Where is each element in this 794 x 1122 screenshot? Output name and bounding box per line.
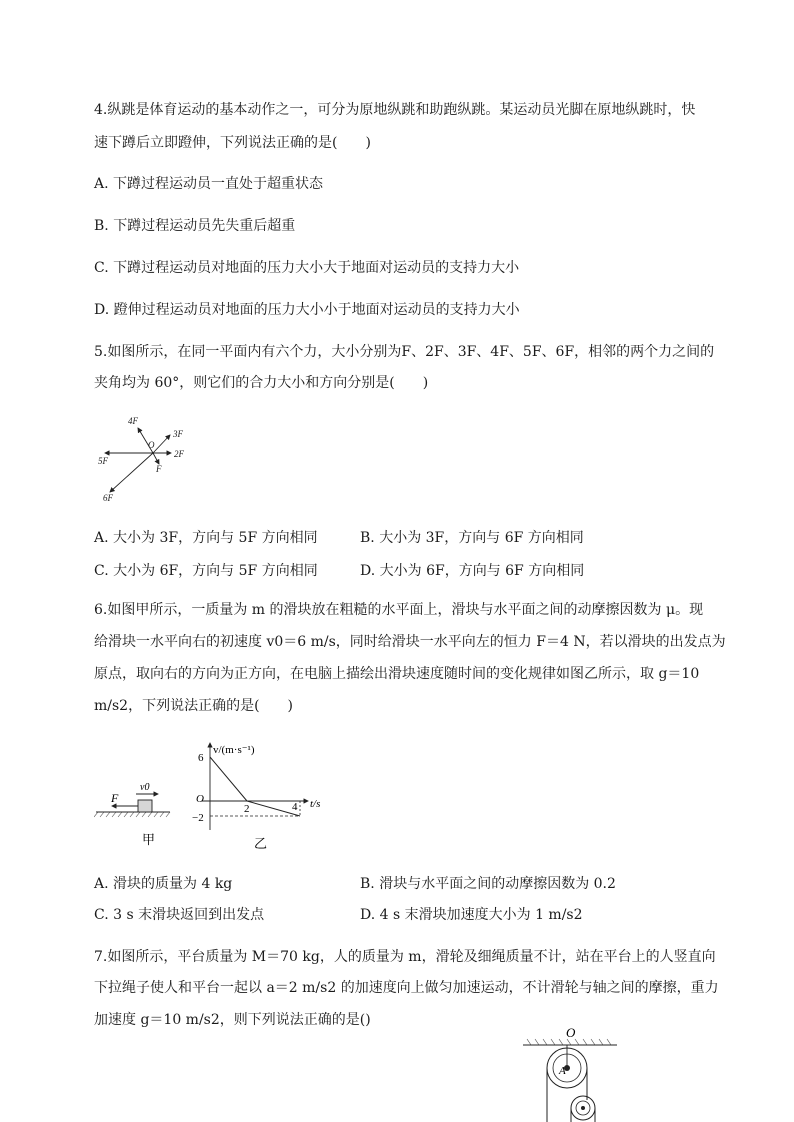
q6-option-d: D. 4 s 末滑块加速度大小为 1 m/s2	[360, 907, 583, 923]
label-3f: 3F	[173, 429, 183, 439]
label-origin-o: O	[196, 793, 204, 805]
q5-stem-line2: 夹角均为 60°，则它们的合力大小和方向分别是( )	[94, 375, 429, 391]
q4-option-c: C. 下蹲过程运动员对地面的压力大小大于地面对运动员的支持力大小	[94, 260, 520, 276]
q5-option-d: D. 大小为 6F，方向与 6F 方向相同	[360, 563, 585, 579]
label-v-axis: v/(m·s⁻¹)	[213, 744, 255, 756]
caption-jia: 甲	[142, 832, 156, 847]
force-f-arrow	[153, 453, 159, 464]
q7-stem-line2: 下拉绳子使人和平台一起以 a＝2 m/s2 的加速度向上做匀加速运动，不计滑轮与轴之间的摩擦，重力	[94, 980, 719, 996]
tick-4: 4	[292, 801, 298, 813]
q6-figure-jia	[94, 772, 174, 852]
vt-segment-1	[210, 757, 247, 801]
q6-option-a: A. 滑块的质量为 4 kg	[94, 876, 233, 892]
label-2f: 2F	[174, 449, 184, 459]
q5-option-b: B. 大小为 3F，方向与 6F 方向相同	[360, 530, 584, 546]
force-6f-arrow	[110, 453, 153, 492]
label-origin-o: O	[148, 440, 155, 450]
label-4f: 4F	[128, 416, 138, 426]
q7-stem-line3: 加速度 g＝10 m/s2，则下列说法正确的是()	[94, 1012, 371, 1028]
label-f: F	[156, 464, 162, 474]
q4-option-b: B. 下蹲过程运动员先失重后超重	[94, 218, 296, 234]
tick-neg2: −2	[192, 812, 204, 824]
q6-figure-yi	[180, 735, 340, 855]
slider-block	[138, 800, 152, 812]
label-a: A	[559, 1065, 566, 1077]
q5-option-a: A. 大小为 3F，方向与 5F 方向相同	[94, 530, 318, 546]
q6-option-b: B. 滑块与水平面之间的动摩擦因数为 0.2	[360, 876, 616, 892]
label-6f: 6F	[103, 493, 113, 503]
label-5f: 5F	[98, 456, 108, 466]
q5-option-c: C. 大小为 6F，方向与 5F 方向相同	[94, 563, 318, 579]
q5-force-diagram	[90, 408, 200, 508]
caption-yi: 乙	[254, 836, 268, 851]
q6-stem-line2: 给滑块一水平向右的初速度 v0＝6 m/s，同时给滑块一水平向左的恒力 F＝4 N，若以滑块的出发点为	[94, 634, 726, 650]
q4-option-a: A. 下蹲过程运动员一直处于超重状态	[94, 176, 324, 192]
q6-option-c: C. 3 s 末滑块返回到出发点	[94, 907, 265, 923]
q6-stem-line3: 原点，取向右的方向为正方向，在电脑上描绘出滑块速度随时间的变化规律如图乙所示，取 g＝10	[94, 666, 700, 682]
q6-stem-line4: m/s2，下列说法正确的是( )	[94, 698, 294, 714]
q4-option-d: D. 蹬伸过程运动员对地面的压力大小小于地面对运动员的支持力大小	[94, 302, 520, 318]
label-o: O	[566, 1025, 576, 1040]
tick-2: 2	[244, 803, 250, 815]
force-3f-arrow	[153, 435, 170, 453]
label-v0: v0	[140, 782, 150, 793]
q4-stem-line1: 4.纵跳是体育运动的基本动作之一，可分为原地纵跳和助跑纵跳。某运动员光脚在原地纵跳时，快	[94, 102, 696, 118]
tick-6: 6	[198, 752, 204, 764]
q4-stem-line2: 速下蹲后立即蹬伸，下列说法正确的是( )	[94, 135, 371, 151]
q6-stem-line1: 6.如图甲所示，一质量为 m 的滑块放在粗糙的水平面上，滑块与水平面之间的动摩擦因数为 μ。现	[94, 602, 704, 618]
label-f: F	[111, 791, 119, 805]
q7-pulley-figure	[515, 1022, 625, 1122]
q7-stem-line1: 7.如图所示，平台质量为 M＝70 kg，人的质量为 m，滑轮及细绳质量不计，站在平台上的人竖直向	[94, 949, 716, 965]
q5-stem-line1: 5.如图所示，在同一平面内有六个力，大小分别为F、2F、3F、4F、5F、6F，相邻的两个力之间的	[94, 344, 715, 360]
label-t-axis: t/s	[310, 798, 321, 810]
